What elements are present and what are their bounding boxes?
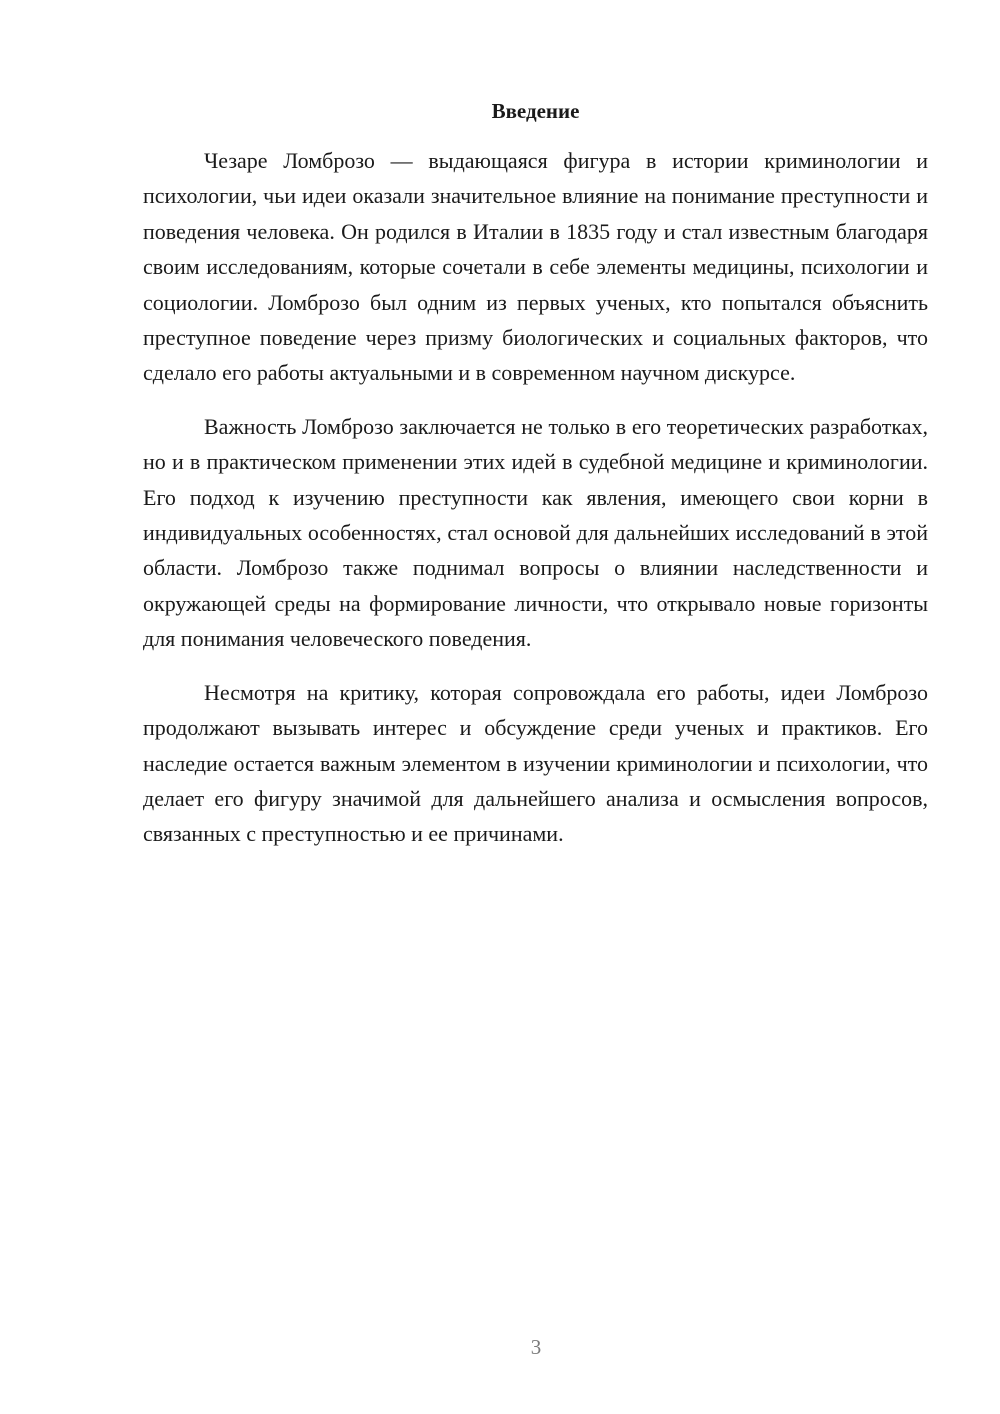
paragraph-3: Несмотря на критику, которая сопровождала его работы, идеи Ломброзо продолжают вызывать интерес и обсуждение среди ученых и практиков. Его наследие остается важным элементом в изучении криминологии и психологии, что делает его фигуру значимой для дальнейшего анализа и осмысления вопросов, связанных с преступностью и ее причинами. [143,679,928,847]
paragraph-1: Чезаре Ломброзо — выдающаяся фигура в истории криминологии и психологии, чьи идеи оказали значительное влияние на понимание преступности и поведения человека. Он родился в Италии в 1835 году и стал известным благодаря своим исследованиям, которые сочетали в себе элементы медицины, психологии и социологии. Ломброзо был одним из первых ученых, кто попытался объяснить преступное поведение через призму биологических и социальных факторов, что сделало его работы актуальными и в современном научном дискурсе. [143,148,928,386]
section-heading: Введение [491,99,580,123]
page-number: 3 [530,1335,542,1359]
page-content [143,96,928,870]
paragraph-2: Важность Ломброзо заключается не только в его теоретических разработках, но и в практическом применении этих идей в судебной медицине и криминологии. Его подход к изучению преступности как явления, имеющего свои корни в индивидуальных особенностях, стал основой для дальнейших исследований в этой области. Ломброзо также поднимал вопросы о влиянии наследственности и окружающей среды на формирование личности, что открывало новые горизонты для понимания человеческого поведения. [143,413,928,652]
